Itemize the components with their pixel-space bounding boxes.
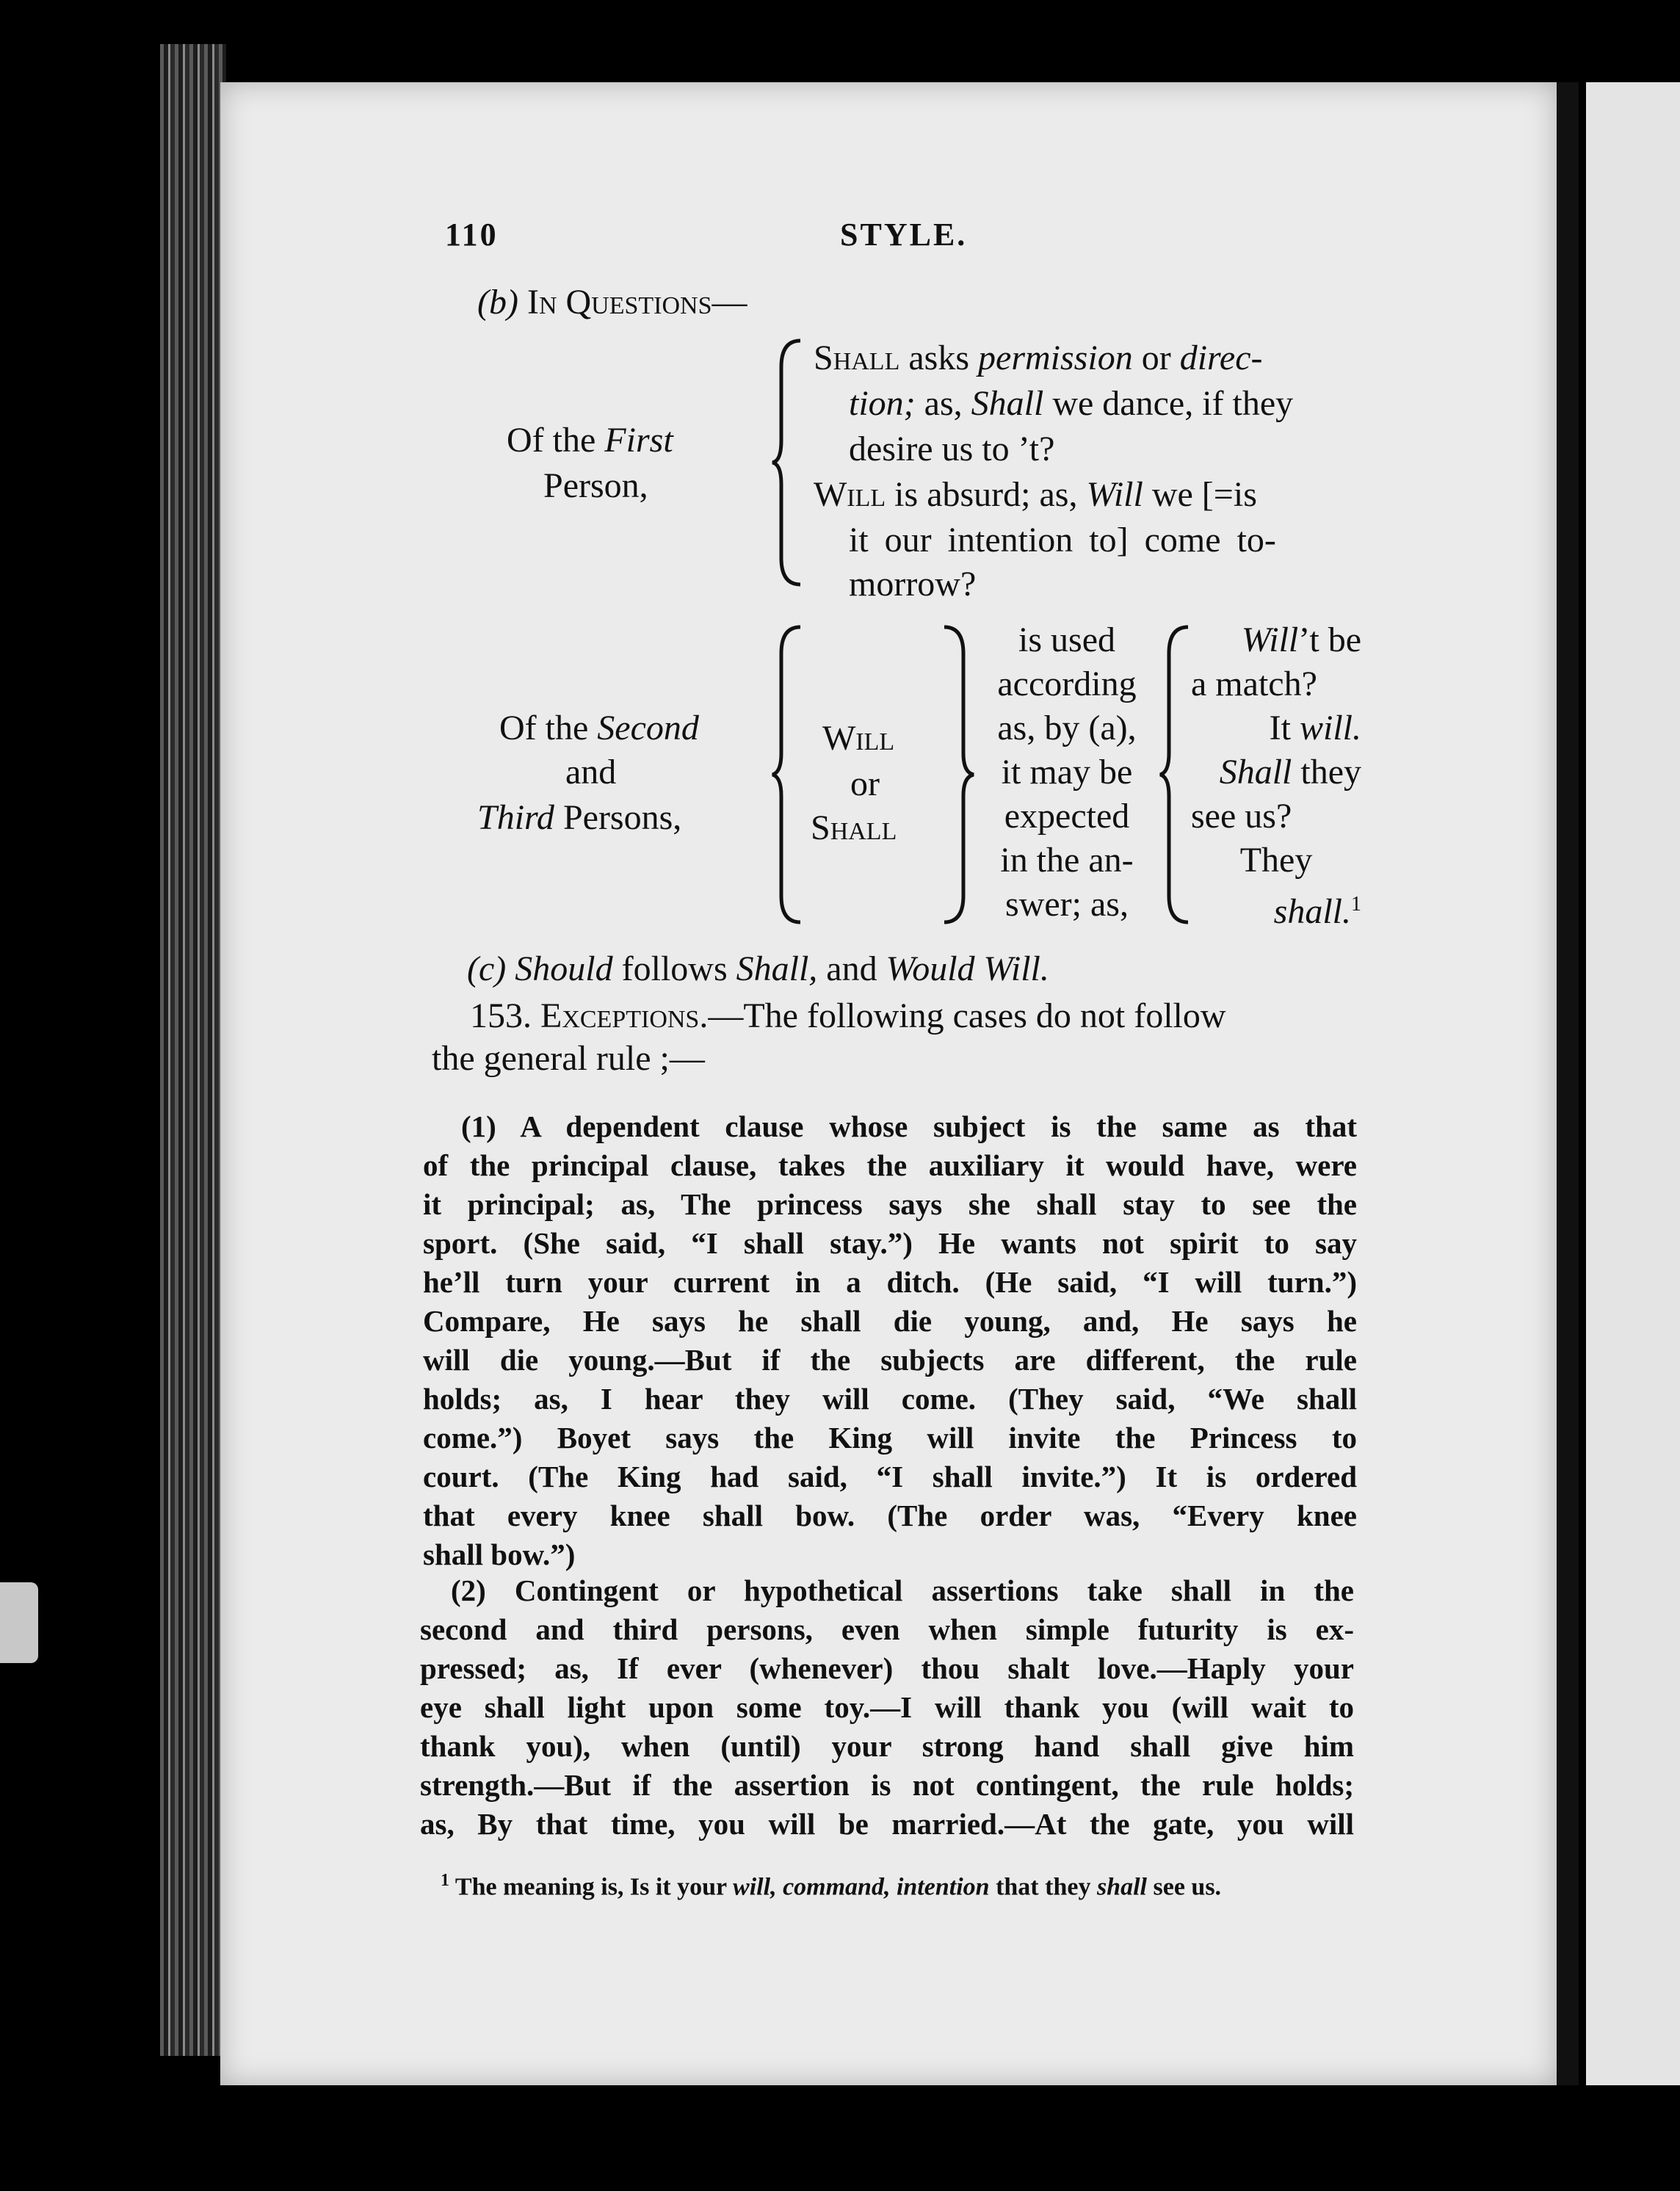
- running-head: STYLE.: [840, 217, 968, 253]
- shall-line-1: [814, 336, 1263, 380]
- label-italic: First: [604, 421, 673, 460]
- text: and: [817, 949, 886, 988]
- first-person-label: [507, 419, 673, 463]
- word-will-italic: Will: [1241, 620, 1299, 659]
- example-line: [1191, 750, 1361, 794]
- second-third-label-1: [499, 706, 699, 750]
- label-c: (c): [467, 949, 507, 988]
- middle-line: as, by (a),: [997, 709, 1137, 747]
- footnote-mark: 1: [441, 1871, 449, 1890]
- paragraph-line: will die young.—But if the subjects are different, the rule: [423, 1343, 1357, 1377]
- text: Of the: [499, 709, 598, 747]
- paragraph-line: that every knee shall bow. (The order was, “Every knee: [423, 1499, 1357, 1532]
- questions-heading: [477, 280, 747, 325]
- text: —The following cases do not follow: [708, 996, 1226, 1035]
- word-shall-italic: Shall: [1219, 753, 1292, 792]
- example-line: [1191, 706, 1361, 750]
- paragraph-line: of the principal clause, takes the auxiliary it would have, were: [423, 1148, 1357, 1182]
- word-shall-italic: Shall: [971, 384, 1044, 423]
- section-153-line-1: [470, 994, 1226, 1038]
- word-third: Third: [477, 798, 554, 837]
- word-shall-italic: shall.: [1273, 892, 1351, 931]
- paragraph-line: it principal; as, The princess says she shall stay to see the: [423, 1187, 1357, 1221]
- text: asks: [899, 338, 979, 377]
- paragraph-line: come.”) Boyet says the King will invite the Princess to: [423, 1421, 1357, 1455]
- paragraph-line: eye shall light upon some toy.—I will thank you (will wait to: [420, 1690, 1354, 1724]
- rule-c: [467, 947, 1049, 991]
- word-will: Will: [814, 475, 886, 514]
- footnote-ref: 1: [1351, 893, 1361, 916]
- footnote-italic: will, command, intention: [733, 1873, 990, 1901]
- text: is absurd; as,: [886, 475, 1087, 514]
- exception-2-paragraph: [420, 1571, 1354, 1844]
- paragraph-line: second and third persons, even when simple futurity is ex-: [420, 1612, 1354, 1646]
- middle-line: expected: [1004, 797, 1130, 836]
- verb-right-brace: [941, 624, 978, 925]
- first-person-label-2: Person,: [543, 466, 648, 505]
- page-right-gutter: [1557, 82, 1579, 2085]
- will-line-1: [814, 473, 1257, 517]
- word-second: Second: [597, 709, 699, 747]
- text: that they: [989, 1873, 1097, 1901]
- verb-will: Will: [822, 719, 895, 758]
- word-direction: direc-: [1179, 338, 1263, 377]
- footnote: [441, 1871, 1221, 1901]
- paragraph-line: shall bow.”): [423, 1538, 576, 1571]
- verb-shall: Shall: [811, 808, 897, 847]
- second-third-label-2: and: [565, 753, 617, 792]
- example-line: [1191, 883, 1361, 934]
- example-line: They: [1239, 841, 1313, 880]
- scanner-tab: [0, 1582, 38, 1663]
- text: we dance, if they: [1043, 384, 1294, 423]
- paragraph-line: thank you), when (until) your strong hand shall give him: [420, 1729, 1354, 1763]
- section-153-line-2: the general rule ;—: [432, 1039, 705, 1078]
- questions-title: In Questions—: [526, 283, 747, 322]
- text: The meaning is, Is it your: [449, 1873, 734, 1901]
- paragraph-line: strength.—But if the assertion is not contingent, the rule holds;: [420, 1768, 1354, 1802]
- word-tion: tion;: [849, 384, 916, 423]
- facing-page-strip: [1586, 82, 1680, 2085]
- word-will-italic: Will: [1086, 475, 1143, 514]
- text: as,: [915, 384, 971, 423]
- questions-label: (b): [477, 283, 518, 322]
- word-would: Would: [886, 949, 975, 988]
- example-line: see us?: [1191, 797, 1292, 836]
- paragraph-line: as, By that time, you will be married.—At the gate, you will: [420, 1807, 1354, 1841]
- section-number: 153.: [470, 996, 532, 1035]
- text: or: [1132, 338, 1180, 377]
- paragraph-line: holds; as, I hear they will come. (They said, “We shall: [423, 1382, 1357, 1416]
- first-person-brace: [771, 338, 808, 587]
- middle-line: it may be: [1001, 753, 1133, 792]
- example-line: a match?: [1191, 664, 1317, 703]
- paragraph-line: (1) A dependent clause whose subject is the same as that: [461, 1109, 1357, 1143]
- verb-left-brace: [771, 624, 808, 925]
- label-text: Of the: [507, 421, 605, 460]
- middle-line: swer; as,: [1005, 885, 1129, 924]
- shall-line-3: desire us to ’t?: [849, 430, 1055, 468]
- paragraph-line: pressed; as, If ever (whenever) thou shalt love.—Haply your: [420, 1651, 1354, 1685]
- verb-or: or: [850, 764, 880, 803]
- example-column: [1191, 618, 1361, 934]
- middle-column: [975, 618, 1159, 927]
- paragraph-line: sport. (She said, “I shall stay.”) He wants not spirit to say: [423, 1226, 1357, 1260]
- shall-line-2: [849, 382, 1293, 426]
- text: they: [1292, 753, 1361, 792]
- page-number: 110: [445, 217, 499, 253]
- text: Persons,: [554, 798, 682, 837]
- paragraph-line: he’ll turn your current in a ditch. (He said, “I will turn.”): [423, 1265, 1357, 1299]
- will-line-3: morrow?: [849, 565, 977, 604]
- word-shall: Shall,: [736, 949, 818, 988]
- footnote-italic: shall: [1096, 1873, 1147, 1901]
- middle-line: according: [997, 664, 1137, 703]
- paragraph-line: Compare, He says he shall die young, and, He says he: [423, 1304, 1357, 1338]
- paragraph-line: (2) Contingent or hypothetical assertions take shall in the: [451, 1573, 1354, 1607]
- word-permission: permission: [978, 338, 1133, 377]
- middle-line: is used: [1018, 620, 1115, 659]
- text: we [=is: [1143, 475, 1257, 514]
- will-line-2: it our intention to] come to-: [849, 521, 1276, 559]
- text: It: [1269, 709, 1300, 747]
- word-will: Will.: [983, 949, 1049, 988]
- word-shall: Shall: [814, 338, 900, 377]
- word-should: Should: [515, 949, 613, 988]
- text: ’t be: [1298, 620, 1361, 659]
- example-brace: [1159, 624, 1195, 925]
- second-third-label-3: [477, 796, 681, 840]
- word-will-italic: will.: [1299, 709, 1361, 747]
- exception-1-paragraph: [423, 1107, 1357, 1574]
- text: see us.: [1147, 1873, 1222, 1901]
- paragraph-line: court. (The King had said, “I shall invite.”) It is ordered: [423, 1460, 1357, 1493]
- example-line: [1191, 618, 1361, 662]
- middle-line: in the an-: [1000, 841, 1134, 880]
- book-spine-edge: [160, 44, 226, 2056]
- section-title: Exceptions.: [540, 996, 709, 1035]
- text: follows: [612, 949, 736, 988]
